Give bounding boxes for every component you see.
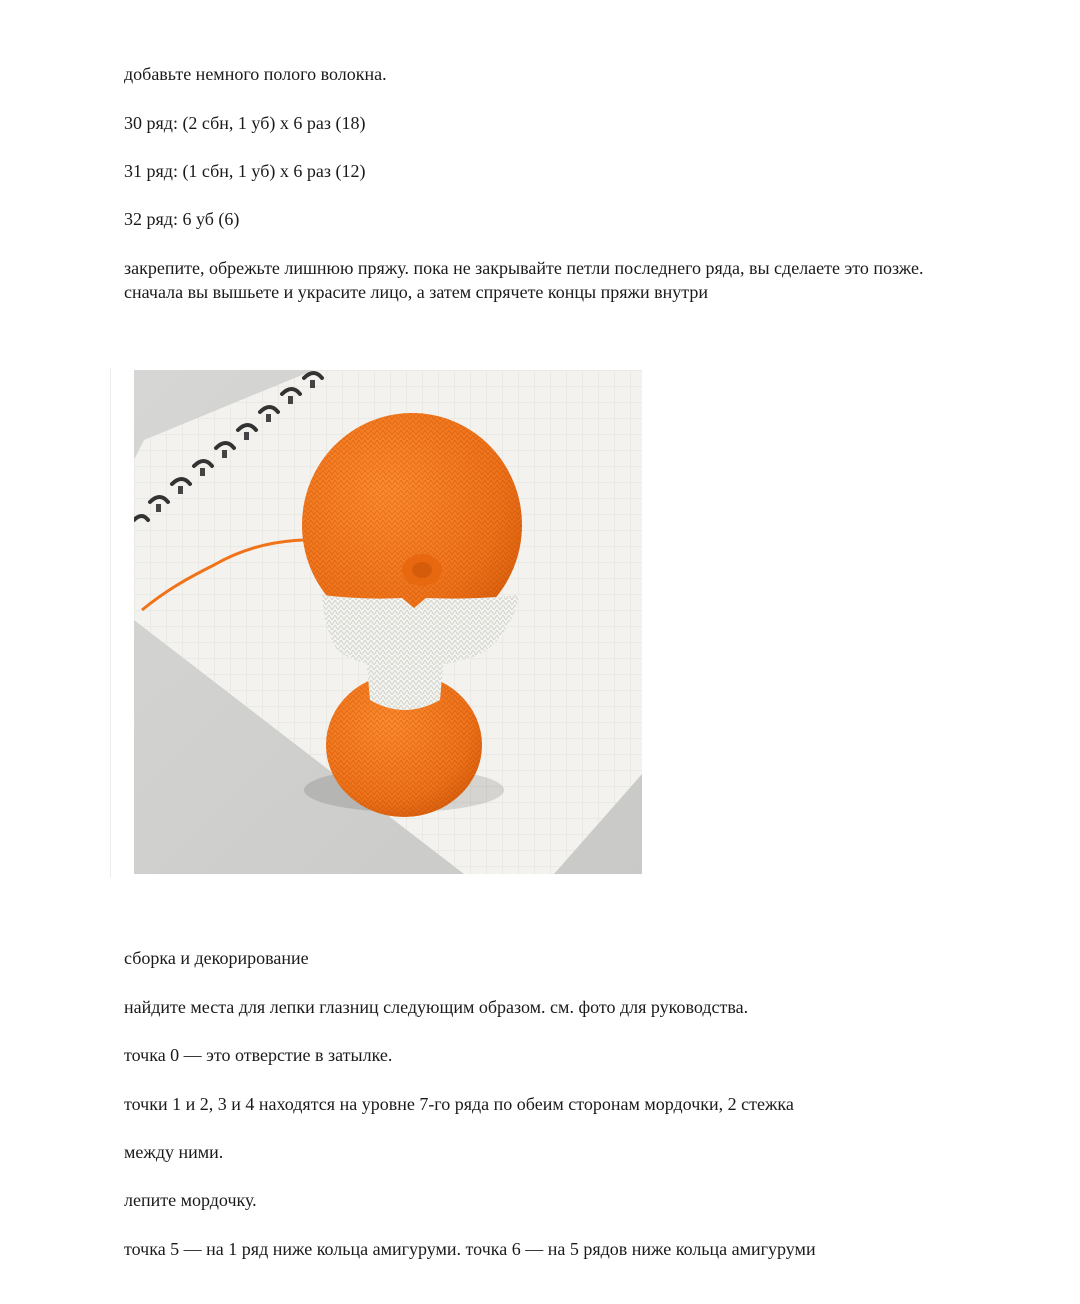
text-between-them: между ними.: [124, 1142, 224, 1162]
text-eye-sockets: найдите места для лепки глазниц следующим образом. см. фото для руководства.: [124, 997, 749, 1017]
photo-frame: [110, 368, 645, 878]
text-row-31: 31 ряд: (1 сбн, 1 уб) х 6 раз (12): [124, 161, 366, 181]
text-sculpt-muzzle: лепите мордочку.: [124, 1190, 257, 1210]
text-fasten-paragraph: закрепите, обрежьте лишнюю пряжу. пока не закрывайте петли последнего ряда, вы сделаете это позже. сначала вы вышьете и украсите лицо, а затем спрячете концы пряжи внутри: [124, 258, 924, 302]
text-row-32: 32 ряд: 6 уб (6): [124, 209, 240, 229]
text-point-0: точка 0 — это отверстие в затылке.: [124, 1045, 393, 1065]
text-line-fiber: добавьте немного полого волокна.: [124, 64, 387, 84]
amigurumi-photo: [134, 370, 642, 874]
text-points-1-4: точки 1 и 2, 3 и 4 находятся на уровне 7-го ряда по обеим сторонам мордочки, 2 стежка: [124, 1094, 794, 1114]
text-points-5-6: точка 5 — на 1 ряд ниже кольца амигуруми. точка 6 — на 5 рядов ниже кольца амигуруми: [124, 1239, 816, 1259]
text-row-30: 30 ряд: (2 сбн, 1 уб) х 6 раз (18): [124, 113, 366, 133]
section-heading-assembly: сборка и декорирование: [124, 948, 309, 968]
